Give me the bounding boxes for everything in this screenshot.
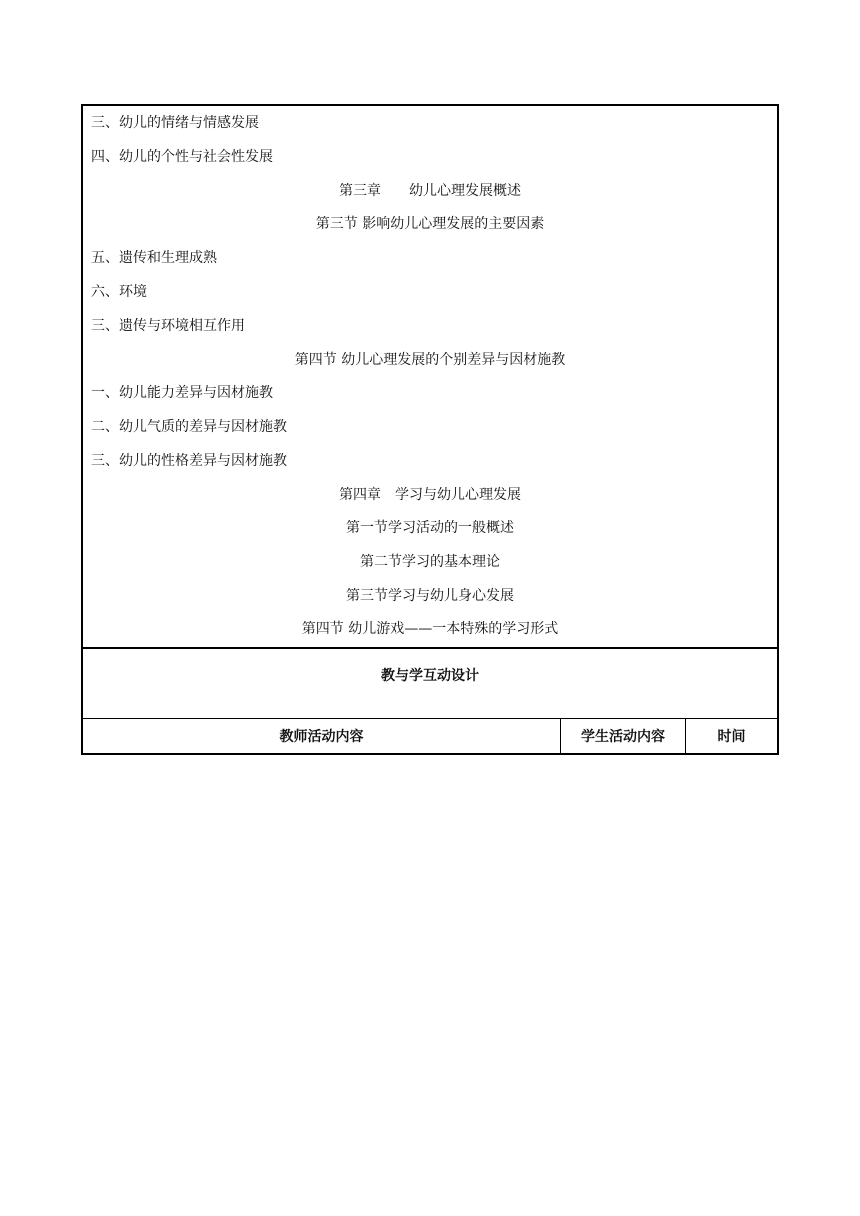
time-header: 时间 <box>717 729 746 745</box>
content-item: 三、幼儿的性格差异与因材施教 <box>91 453 287 469</box>
chapter-heading: 第四节 幼儿游戏——一本特殊的学习形式 <box>301 621 559 637</box>
content-item: 五、遗传和生理成熟 <box>91 250 217 266</box>
design-table <box>81 647 779 755</box>
content-item: 六、环境 <box>91 284 147 300</box>
chapter-heading: 第三节 影响幼儿心理发展的主要因素 <box>315 216 545 232</box>
content-item: 三、遗传与环境相互作用 <box>91 318 245 334</box>
content-item: 二、幼儿气质的差异与因材施教 <box>91 419 287 435</box>
content-item: 一、幼儿能力差异与因材施教 <box>91 385 273 401</box>
chapter-heading: 第二节学习的基本理论 <box>360 554 500 570</box>
content-item: 三、幼儿的情绪与情感发展 <box>91 115 259 131</box>
chapter-heading: 第四章 学习与幼儿心理发展 <box>339 487 521 503</box>
chapter-heading: 第三章 幼儿心理发展概述 <box>339 183 521 199</box>
content-item: 四、幼儿的个性与社会性发展 <box>91 149 273 165</box>
teacher-activity-header: 教师活动内容 <box>83 719 561 753</box>
chapter-heading: 第一节学习活动的一般概述 <box>346 520 514 536</box>
chapter-heading: 第四节 幼儿心理发展的个别差异与因材施教 <box>294 352 566 368</box>
design-title: 教与学互动设计 <box>381 668 479 684</box>
student-activity-header: 学生活动内容 <box>561 719 686 753</box>
chapter-heading: 第三节学习与幼儿身心发展 <box>346 588 514 604</box>
